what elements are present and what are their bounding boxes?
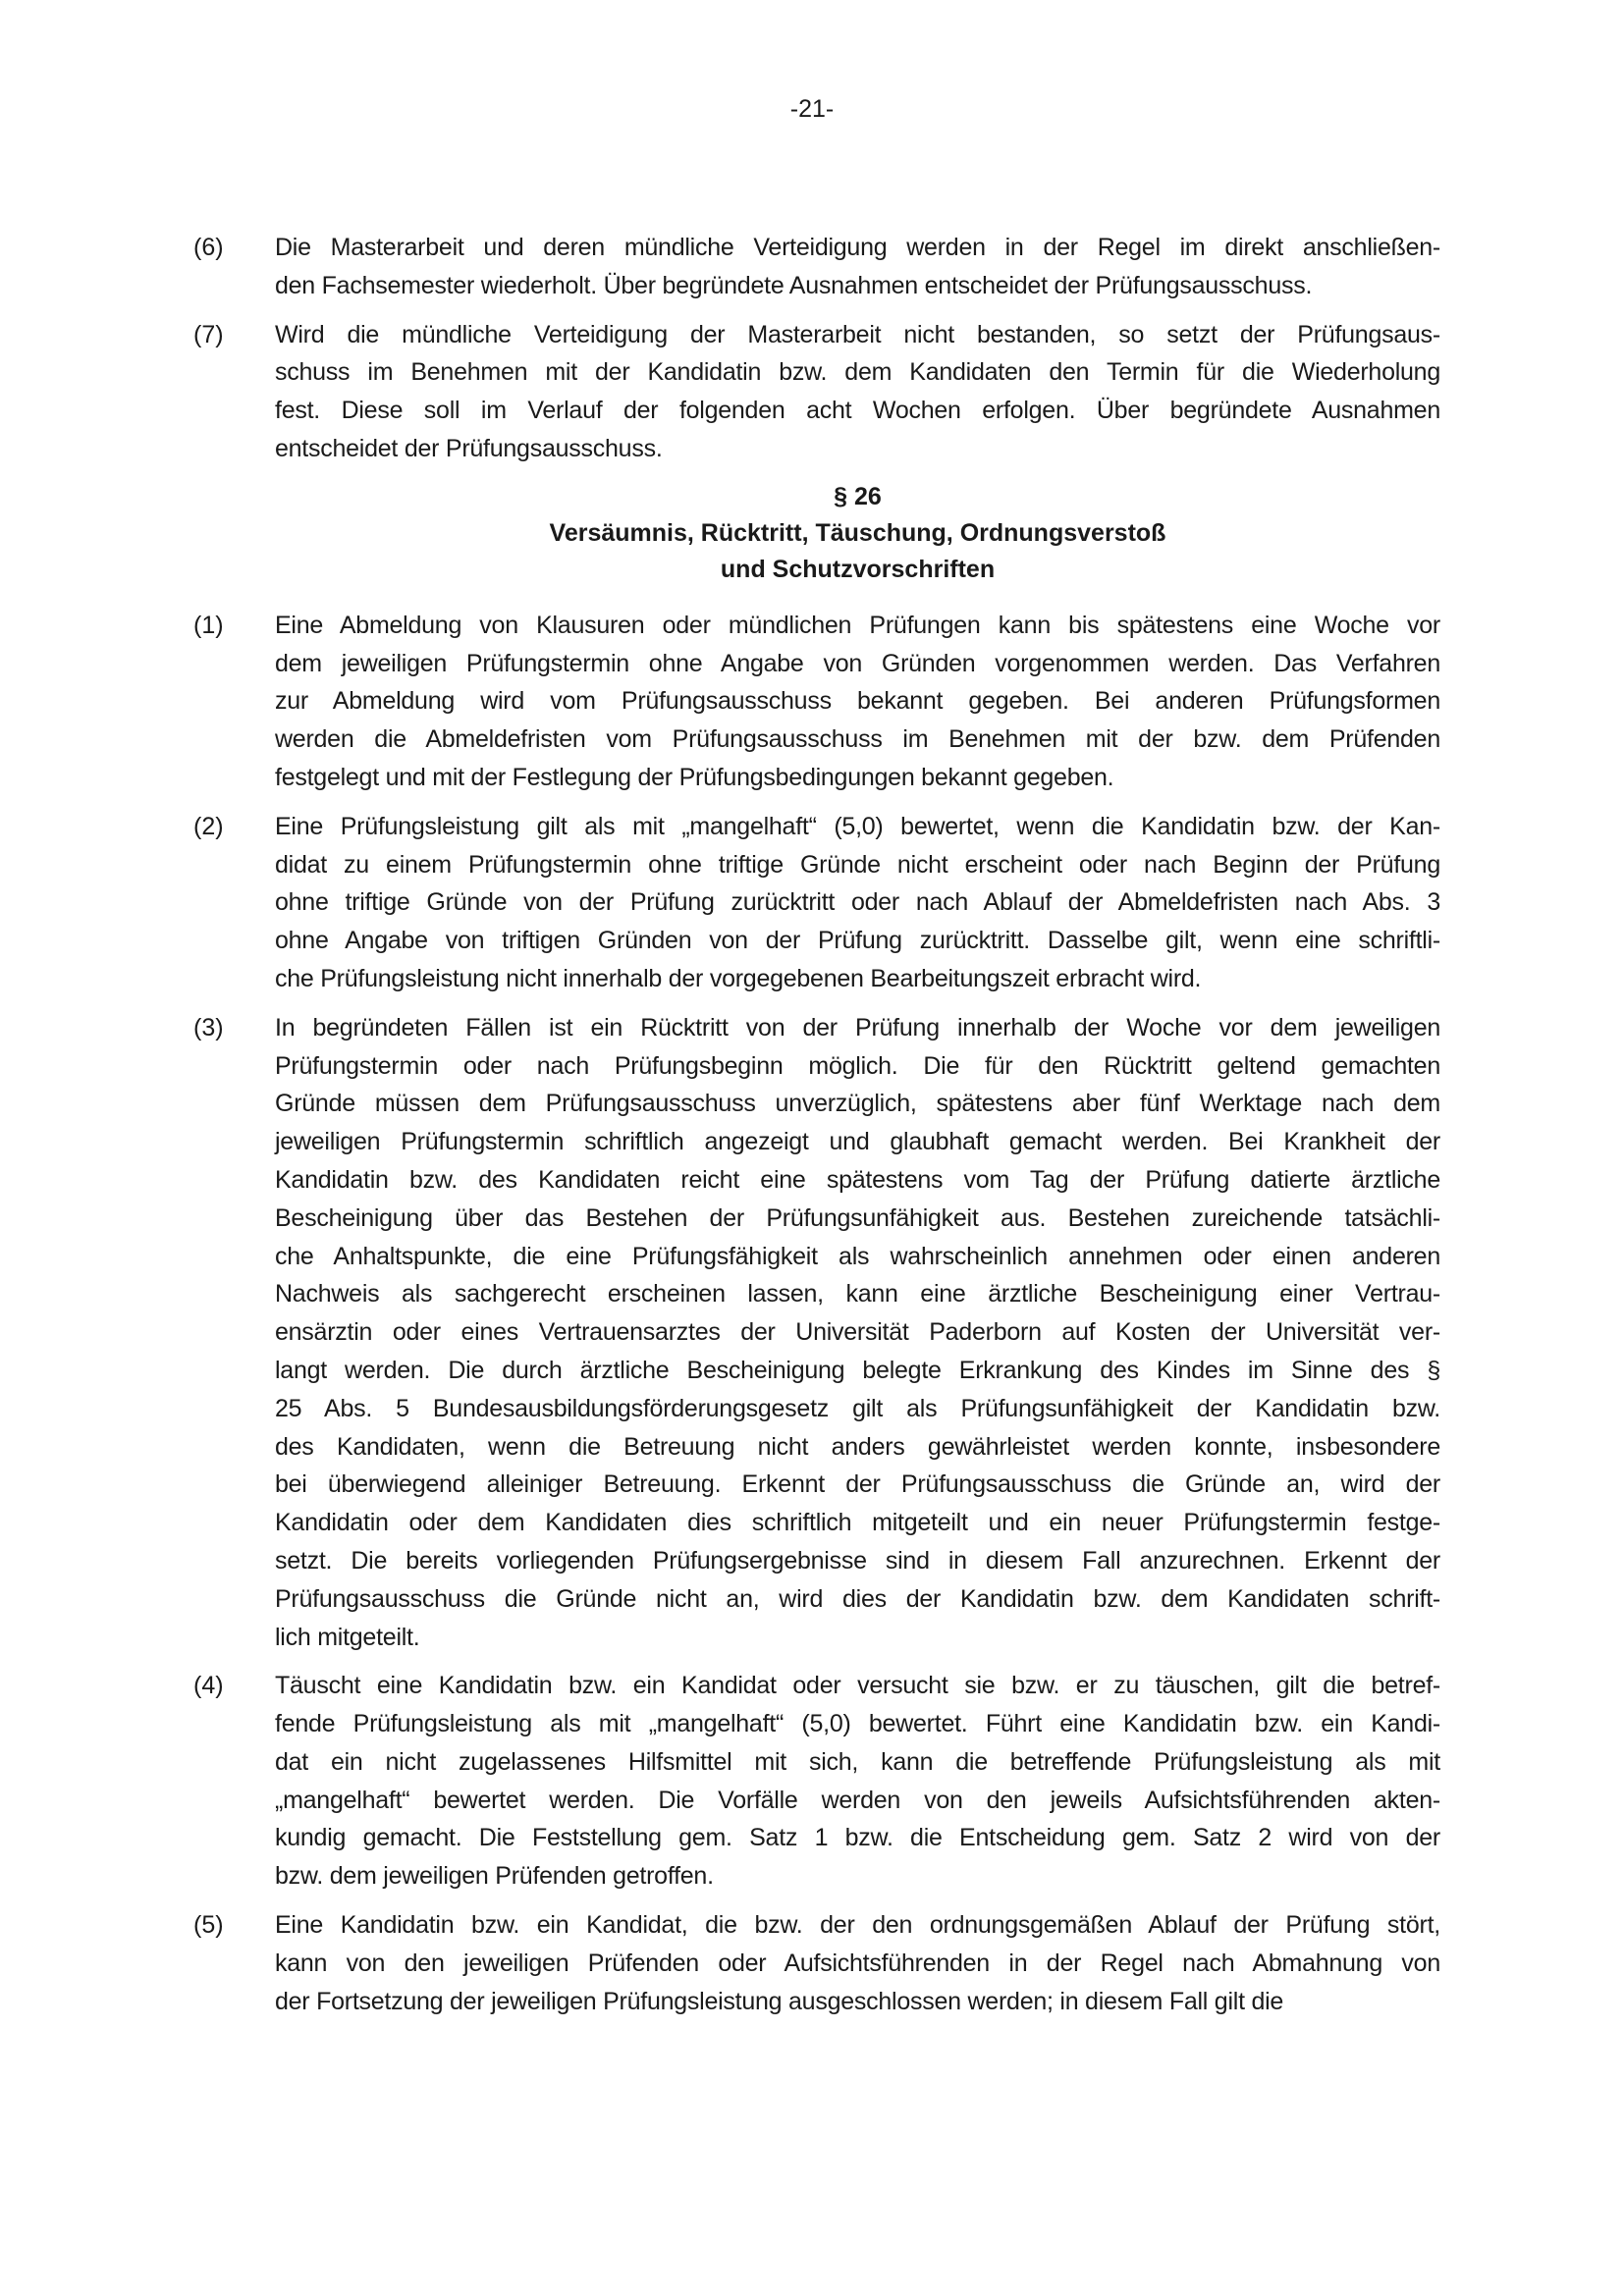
paragraph-line: setzt. Die bereits vorliegenden Prüfungsergebnisse sind in diesem Fall anzurechnen. Erkennt der bbox=[275, 1546, 1440, 1575]
paragraph-line: Gründe müssen dem Prüfungsausschuss unverzüglich, spätestens aber fünf Werktage nach dem bbox=[275, 1090, 1440, 1118]
paragraph-line: Bescheinigung über das Bestehen der Prüfungsunfähigkeit aus. Bestehen zureichende tatsächli- bbox=[275, 1203, 1440, 1232]
paragraph-line: dem jeweiligen Prüfungstermin ohne Angabe von Gründen vorgenommen werden. Das Verfahren bbox=[275, 649, 1440, 677]
paragraph bbox=[193, 1667, 1440, 1896]
paragraph-line: che Anhaltspunkte, die eine Prüfungsfähigkeit als wahrscheinlich annehmen oder einen anderen bbox=[275, 1242, 1440, 1270]
paragraph-line: kann von den jeweiligen Prüfenden oder Aufsichtsführenden in der Regel nach Abmahnung von bbox=[275, 1949, 1440, 1977]
paragraph-line: Prüfungstermin oder nach Prüfungsbeginn möglich. Die für den Rücktritt geltend gemachten bbox=[275, 1051, 1440, 1080]
continued-paragraphs bbox=[193, 229, 1440, 468]
paragraph-line: Eine Abmeldung von Klausuren oder mündlichen Prüfungen kann bis spätestens eine Woche vor bbox=[275, 611, 1440, 639]
paragraph-line: ohne Angabe von triftigen Gründen von der Prüfung zurücktritt. Dasselbe gilt, wenn eine schriftli- bbox=[275, 927, 1440, 955]
paragraph-number: (4) bbox=[193, 1672, 224, 1700]
paragraph-line: den Fachsemester wiederholt. Über begründete Ausnahmen entscheidet der Prüfungsausschuss. bbox=[275, 271, 1313, 299]
paragraph-number: (3) bbox=[193, 1013, 224, 1041]
document-body bbox=[193, 229, 1440, 2031]
paragraph-line: Prüfungsausschuss die Gründe nicht an, wird dies der Kandidatin bzw. dem Kandidaten schrift- bbox=[275, 1584, 1440, 1613]
paragraph-line: ohne triftige Gründe von der Prüfung zurücktritt oder nach Ablauf der Abmeldefristen nach Abs. 3 bbox=[275, 888, 1440, 917]
paragraph-line: schuss im Benehmen mit der Kandidatin bzw. dem Kandidaten den Termin für die Wiederholung bbox=[275, 358, 1440, 387]
page-number: -21- bbox=[789, 95, 835, 123]
paragraph-line: langt werden. Die durch ärztliche Bescheinigung belegte Erkrankung des Kindes im Sinne des § bbox=[275, 1356, 1440, 1384]
paragraph-line: In begründeten Fällen ist ein Rücktritt von der Prüfung innerhalb der Woche vor dem jeweiligen bbox=[275, 1013, 1440, 1041]
paragraph bbox=[193, 316, 1440, 468]
paragraph-line: entscheidet der Prüfungsausschuss. bbox=[275, 434, 663, 462]
paragraph-line: 25 Abs. 5 Bundesausbildungsförderungsgesetz gilt als Prüfungsunfähigkeit der Kandidatin bzw. bbox=[275, 1394, 1440, 1422]
paragraph-line: Nachweis als sachgerecht erscheinen lassen, kann eine ärztliche Bescheinigung einer Vertrau- bbox=[275, 1280, 1440, 1308]
paragraph-line: Eine Kandidatin bzw. ein Kandidat, die bzw. der den ordnungsgemäßen Ablauf der Prüfung stört, bbox=[275, 1911, 1440, 1940]
section-title-line-2: und Schutzvorschriften bbox=[720, 555, 996, 583]
paragraph-number: (7) bbox=[193, 320, 224, 348]
paragraph-line: didat zu einem Prüfungstermin ohne triftige Gründe nicht erscheint oder nach Beginn der Prüfung bbox=[275, 850, 1440, 879]
paragraph-line: werden die Abmeldefristen vom Prüfungsausschuss im Benehmen mit der bzw. dem Prüfenden bbox=[275, 725, 1440, 754]
section-paragraphs bbox=[193, 607, 1440, 2021]
paragraph bbox=[193, 1906, 1440, 2020]
paragraph-line: kundig gemacht. Die Feststellung gem. Satz 1 bzw. die Entscheidung gem. Satz 2 wird von der bbox=[275, 1824, 1440, 1852]
paragraph-line: lich mitgeteilt. bbox=[275, 1623, 420, 1651]
paragraph-number: (2) bbox=[193, 812, 224, 840]
paragraph-line: Kandidatin oder dem Kandidaten dies schriftlich mitgeteilt und ein neuer Prüfungstermin festge- bbox=[275, 1509, 1440, 1537]
paragraph-line: Eine Prüfungsleistung gilt als mit „mangelhaft“ (5,0) bewertet, wenn die Kandidatin bzw. der Kan- bbox=[275, 812, 1440, 840]
paragraph-line: Die Masterarbeit und deren mündliche Verteidigung werden in der Regel im direkt anschließen- bbox=[275, 234, 1440, 261]
paragraph-line: des Kandidaten, wenn die Betreuung nicht anders gewährleistet werden konnte, insbesondere bbox=[275, 1432, 1440, 1461]
paragraph-line: dat ein nicht zugelassenes Hilfsmittel mit sich, kann die betreffende Prüfungsleistung als mit bbox=[275, 1747, 1440, 1776]
paragraph-line: Täuscht eine Kandidatin bzw. ein Kandidat oder versucht sie bzw. er zu täuschen, gilt die betref- bbox=[275, 1672, 1440, 1700]
paragraph bbox=[193, 808, 1440, 998]
paragraph-line: fende Prüfungsleistung als mit „mangelhaft“ (5,0) bewertet. Führt eine Kandidatin bzw. ein Kandi- bbox=[275, 1710, 1440, 1738]
paragraph-line: „mangelhaft“ bewertet werden. Die Vorfälle werden von den jeweils Aufsichtsführenden akten- bbox=[275, 1786, 1440, 1814]
paragraph bbox=[193, 1009, 1440, 1657]
paragraph-line: jeweiligen Prüfungstermin schriftlich angezeigt und glaubhaft gemacht werden. Bei Krankheit der bbox=[275, 1128, 1440, 1156]
paragraph bbox=[193, 607, 1440, 797]
paragraph-line: Wird die mündliche Verteidigung der Masterarbeit nicht bestanden, so setzt der Prüfungsaus- bbox=[275, 320, 1440, 348]
paragraph-line: bzw. dem jeweiligen Prüfenden getroffen. bbox=[275, 1862, 714, 1891]
paragraph-line: bei überwiegend alleiniger Betreuung. Erkennt der Prüfungsausschuss die Gründe an, wird der bbox=[275, 1470, 1440, 1499]
paragraph-line: Kandidatin bzw. des Kandidaten reicht eine spätestens vom Tag der Prüfung datierte ärztliche bbox=[275, 1165, 1440, 1194]
section-title-line-1: Versäumnis, Rücktritt, Täuschung, Ordnungsverstoß bbox=[549, 518, 1166, 547]
paragraph-number: (1) bbox=[193, 611, 224, 639]
paragraph-line: ensärztin oder eines Vertrauensarztes der Universität Paderborn auf Kosten der Universität ver- bbox=[275, 1318, 1440, 1347]
paragraph-line: der Fortsetzung der jeweiligen Prüfungsleistung ausgeschlossen werden; in diesem Fall gilt die bbox=[275, 1987, 1284, 2015]
section-number: § 26 bbox=[834, 482, 882, 510]
paragraph-line: che Prüfungsleistung nicht innerhalb der vorgegebenen Bearbeitungszeit erbracht wird. bbox=[275, 964, 1202, 992]
paragraph-line: zur Abmeldung wird vom Prüfungsausschuss bekannt gegeben. Bei anderen Prüfungsformen bbox=[275, 687, 1440, 716]
section-heading bbox=[275, 479, 1440, 588]
paragraph bbox=[193, 229, 1440, 305]
paragraph-line: fest. Diese soll im Verlauf der folgenden acht Wochen erfolgen. Über begründete Ausnahmen bbox=[275, 397, 1440, 425]
paragraph-number: (6) bbox=[193, 234, 224, 261]
paragraph-number: (5) bbox=[193, 1911, 224, 1940]
paragraph-line: festgelegt und mit der Festlegung der Prüfungsbedingungen bekannt gegeben. bbox=[275, 763, 1114, 791]
